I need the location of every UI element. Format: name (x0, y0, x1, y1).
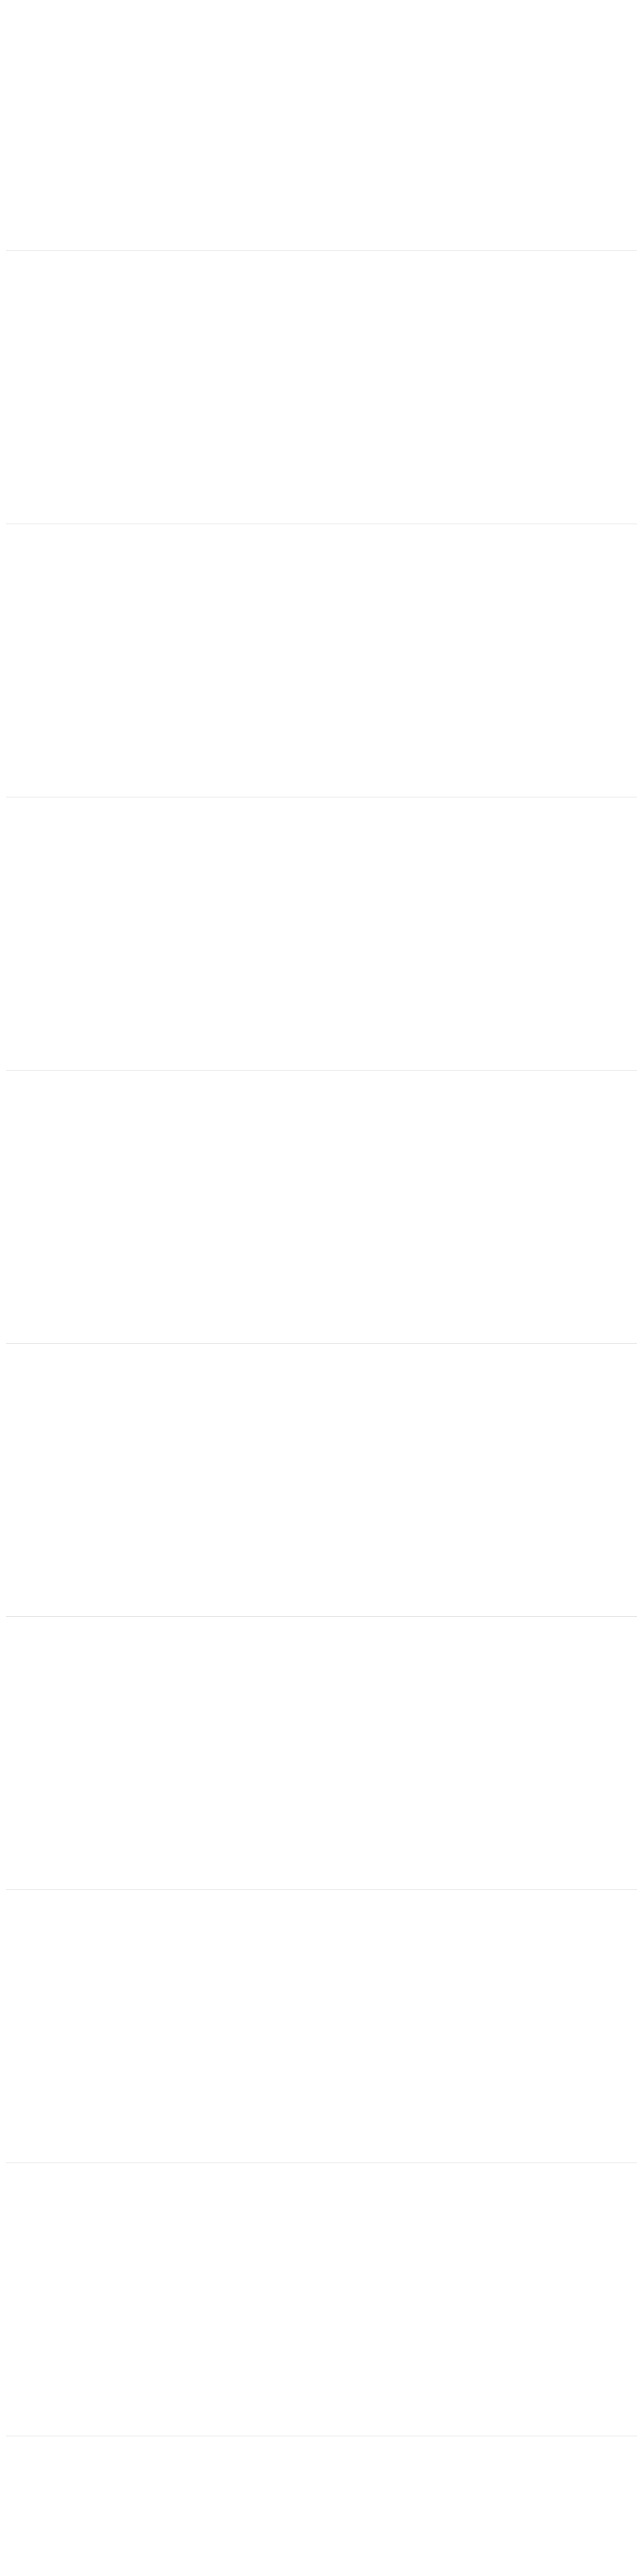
divider (6, 1616, 637, 1617)
divider (6, 1070, 637, 1071)
divider (6, 1889, 637, 1890)
divider (6, 250, 637, 251)
divider (6, 1343, 637, 1344)
divider (6, 2162, 637, 2163)
